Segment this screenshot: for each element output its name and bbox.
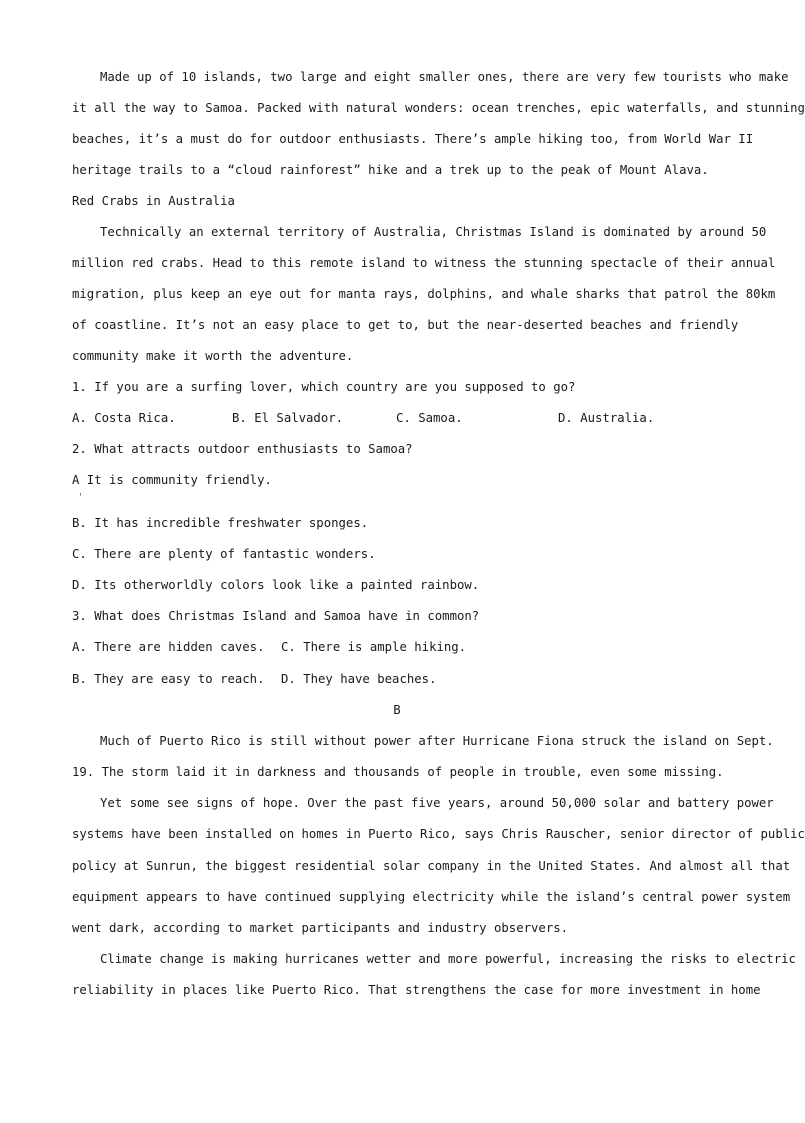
puerto-rico-paragraph-line: Much of Puerto Rico is still without power after Hurricane Fiona struck the island on Sept. (100, 734, 774, 748)
samoa-paragraph-line: beaches, it’s a must do for outdoor enthusiasts. There’s ample hiking too, from World War II (72, 132, 754, 146)
samoa-paragraph-line: heritage trails to a “cloud rainforest” hike and a trek up to the peak of Mount Alava. (72, 163, 709, 177)
q3-option-a: A. There are hidden caves. (72, 640, 265, 654)
question-3-options-row-2 (72, 664, 722, 695)
crabs-paragraph-line: of coastline. It’s not an easy place to get to, but the near-deserted beaches and friendly (72, 318, 739, 332)
climate-paragraph-line: reliability in places like Puerto Rico. That strengthens the case for more investment in home (72, 983, 761, 997)
crabs-heading: Red Crabs in Australia (72, 194, 235, 208)
stray-mark: ˈ (78, 493, 84, 503)
crabs-paragraph-line: million red crabs. Head to this remote island to witness the stunning spectacle of their annual (72, 256, 776, 270)
section-label: B (393, 703, 401, 717)
q1-option-c: C. Samoa. (396, 411, 463, 425)
question-2-stem: 2. What attracts outdoor enthusiasts to Samoa? (72, 442, 413, 456)
crabs-paragraph-line: migration, plus keep an eye out for manta rays, dolphins, and whale sharks that patrol the 80km (72, 287, 776, 301)
q2-option-b: B. It has incredible freshwater sponges. (72, 516, 369, 530)
samoa-paragraph-line: it all the way to Samoa. Packed with natural wonders: ocean trenches, epic waterfalls, and stunning (72, 101, 805, 115)
solar-paragraph-line: Yet some see signs of hope. Over the past five years, around 50,000 solar and battery power (100, 796, 774, 810)
crabs-paragraph-line: Technically an external territory of Australia, Christmas Island is dominated by around 50 (100, 225, 767, 239)
crabs-paragraph-line: community make it worth the adventure. (72, 349, 354, 363)
climate-paragraph-line: Climate change is making hurricanes wetter and more powerful, increasing the risks to electric (100, 952, 796, 966)
q1-option-b: B. El Salvador. (232, 411, 344, 425)
question-1-options (72, 403, 722, 434)
q3-option-d: D. They have beaches. (281, 672, 437, 686)
q1-option-d: D. Australia. (558, 411, 655, 425)
solar-paragraph-line: equipment appears to have continued supplying electricity while the island’s central power system (72, 890, 791, 904)
q2-option-c: C. There are plenty of fantastic wonders. (72, 547, 376, 561)
puerto-rico-paragraph-line: 19. The storm laid it in darkness and thousands of people in trouble, even some missing. (72, 765, 724, 779)
solar-paragraph-line: systems have been installed on homes in Puerto Rico, says Chris Rauscher, senior director of public (72, 827, 805, 841)
question-1-stem: 1. If you are a surfing lover, which country are you supposed to go? (72, 380, 576, 394)
solar-paragraph-line: went dark, according to market participants and industry observers. (72, 921, 569, 935)
q3-option-c: C. There is ample hiking. (281, 640, 467, 654)
solar-paragraph-line: policy at Sunrun, the biggest residential solar company in the United States. And almost all that (72, 859, 791, 873)
samoa-paragraph-line: Made up of 10 islands, two large and eight smaller ones, there are very few tourists who make (100, 70, 789, 84)
q2-option-d: D. Its otherworldly colors look like a painted rainbow. (72, 578, 480, 592)
q3-option-b: B. They are easy to reach. (72, 672, 265, 686)
question-3-options-row-1 (72, 632, 722, 663)
q2-option-a: A It is community friendly. (72, 473, 272, 487)
q1-option-a: A. Costa Rica. (72, 411, 176, 425)
question-3-stem: 3. What does Christmas Island and Samoa have in common? (72, 609, 480, 623)
